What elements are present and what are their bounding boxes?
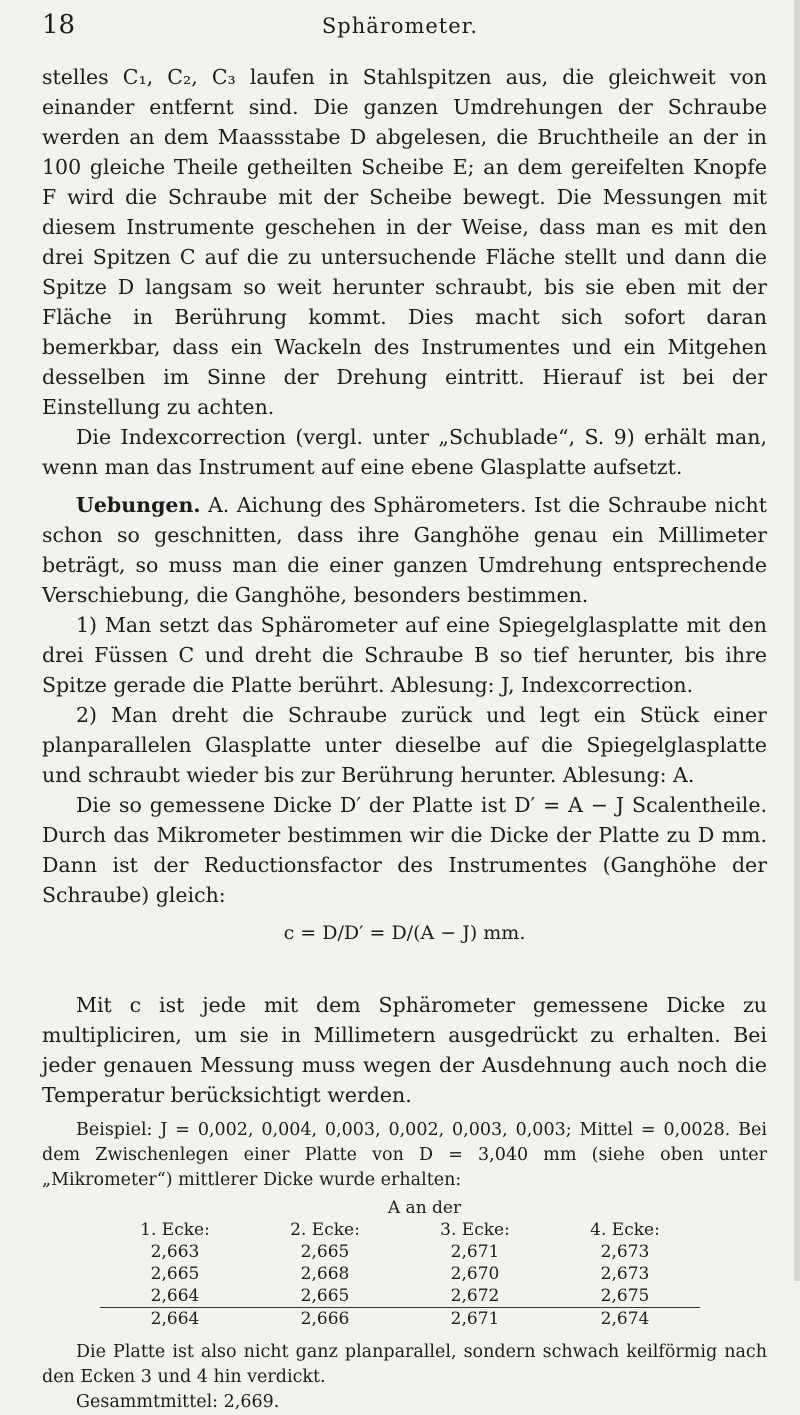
paragraph: 1) Man setzt das Sphärometer auf eine Spiegelglasplatte mit den drei Füssen C und dreht die Schraube B so tief herunter, bis ihre Spitze gerade die Platte berührt. Ablesung: J, Indexcorrection.: [42, 613, 767, 697]
paragraph: 2) Man dreht die Schraube zurück und legt ein Stück einer planparallelen Glasplatte unter dieselbe auf die Spiegelglasplatte und schraubt wieder bis zur Berührung herunter. Ablesung: A.: [42, 703, 767, 787]
table-header: 4. Ecke:: [590, 1220, 660, 1240]
table-cell: 2,665: [150, 1264, 200, 1284]
example-paragraph: Beispiel: J = 0,002, 0,004, 0,003, 0,002, 0,003, 0,003; Mittel = 0,0028. Bei dem Zwischenlegen einer Platte von D = 3,040 mm (siehe oben unter „Mikrometer“) mittlerer Dicke wurde erhalten:: [42, 1120, 767, 1190]
table-mean-row: [100, 1308, 700, 1331]
table-cell: 2,671: [450, 1242, 500, 1262]
table-cell: 2,675: [600, 1286, 650, 1306]
conclusion-paragraph: Die Platte ist also nicht ganz planparallel, sondern schwach keilförmig nach den Ecken 3 und 4 hin verdickt.: [42, 1342, 767, 1387]
table-header: 3. Ecke:: [440, 1220, 510, 1240]
total-mean: Gesammtmittel: 2,669.: [76, 1392, 280, 1412]
table-cell: 2,668: [300, 1264, 350, 1284]
table-row: [100, 1285, 700, 1308]
table-cell: 2,673: [600, 1242, 650, 1262]
paragraph: Die Indexcorrection (vergl. unter „Schublade“, S. 9) erhält man, wenn man das Instrument auf eine ebene Glasplatte aufsetzt.: [42, 425, 767, 479]
table-cell: 2,664: [150, 1286, 200, 1306]
table-header: 1. Ecke:: [140, 1220, 210, 1240]
paragraph-text: A. Aichung des Sphärometers. Ist die Schraube nicht schon so geschnitten, dass ihre Ganghöhe genau ein Millimeter beträgt, so muss man die einer ganzen Umdrehung entsprechende Verschiebung, die Ganghöhe, besonders bestimmen.: [42, 493, 767, 607]
table-mean-cell: 2,666: [250, 1308, 400, 1331]
formula: [42, 920, 767, 976]
paragraph: stelles C₁, C₂, C₃ laufen in Stahlspitzen aus, die gleichweit von einander entfernt sind. Die ganzen Umdrehungen der Schraube werden an dem Maassstabe D abgelesen, die Bruchtheile an der in 100 gleiche Theile getheilten Scheibe E; an dem gereifelten Knopfe F wird die Schraube mit der Scheibe bewegt. Die Messungen mit diesem Instrumente geschehen in der Weise, dass man es mit den drei Spitzen C auf die zu untersuchende Fläche stellt und dann die Spitze D langsam so weit herunter schraubt, bis sie eben mit der Fläche in Berührung kommt. Dies macht sich sofort daran bemerkbar, dass ein Wackeln des Instrumentes und ein Mitgehen desselben im Sinne der Drehung eintritt. Hierauf ist bei der Einstellung zu achten.: [42, 65, 767, 419]
section-heading: Uebungen.: [76, 493, 201, 517]
table-caption: A an der: [387, 1198, 462, 1218]
table-cell: 2,665: [300, 1242, 350, 1262]
measurement-table: [42, 1197, 767, 1330]
table-header: 2. Ecke:: [290, 1220, 360, 1240]
table-row: [100, 1241, 700, 1263]
table-row: [100, 1263, 700, 1285]
table-cell: 2,670: [450, 1264, 500, 1284]
table-cell: 2,665: [300, 1286, 350, 1306]
page-number: 18: [42, 10, 76, 40]
table-cell: 2,672: [450, 1286, 500, 1306]
formula-text: c = D/D′ = D/(A − J) mm.: [283, 922, 526, 944]
paragraph: Die so gemessene Dicke D′ der Platte ist D′ = A − J Scalentheile. Durch das Mikrometer bestimmen wir die Dicke der Platte zu D mm. Dann ist der Reductionsfactor des Instrumentes (Ganghöhe der Schraube) gleich:: [42, 793, 767, 907]
page-header: [0, 10, 800, 50]
paragraph-exercises: [42, 490, 767, 610]
table-mean-cell: 2,664: [100, 1308, 250, 1331]
table-mean-cell: 2,674: [550, 1308, 700, 1331]
page-body: [42, 62, 767, 1415]
running-title: Sphärometer.: [321, 14, 479, 38]
table-mean-cell: 2,671: [400, 1308, 550, 1331]
table-cell: 2,673: [600, 1264, 650, 1284]
paragraph: Mit c ist jede mit dem Sphärometer gemessene Dicke zu multipliciren, um sie in Millimetern ausgedrückt zu erhalten. Bei jeder genauen Messung muss wegen der Ausdehnung auch noch die Temperatur berücksichtigt werden.: [42, 993, 767, 1107]
page-edge: [794, 0, 800, 1281]
table-cell: 2,663: [150, 1242, 200, 1262]
